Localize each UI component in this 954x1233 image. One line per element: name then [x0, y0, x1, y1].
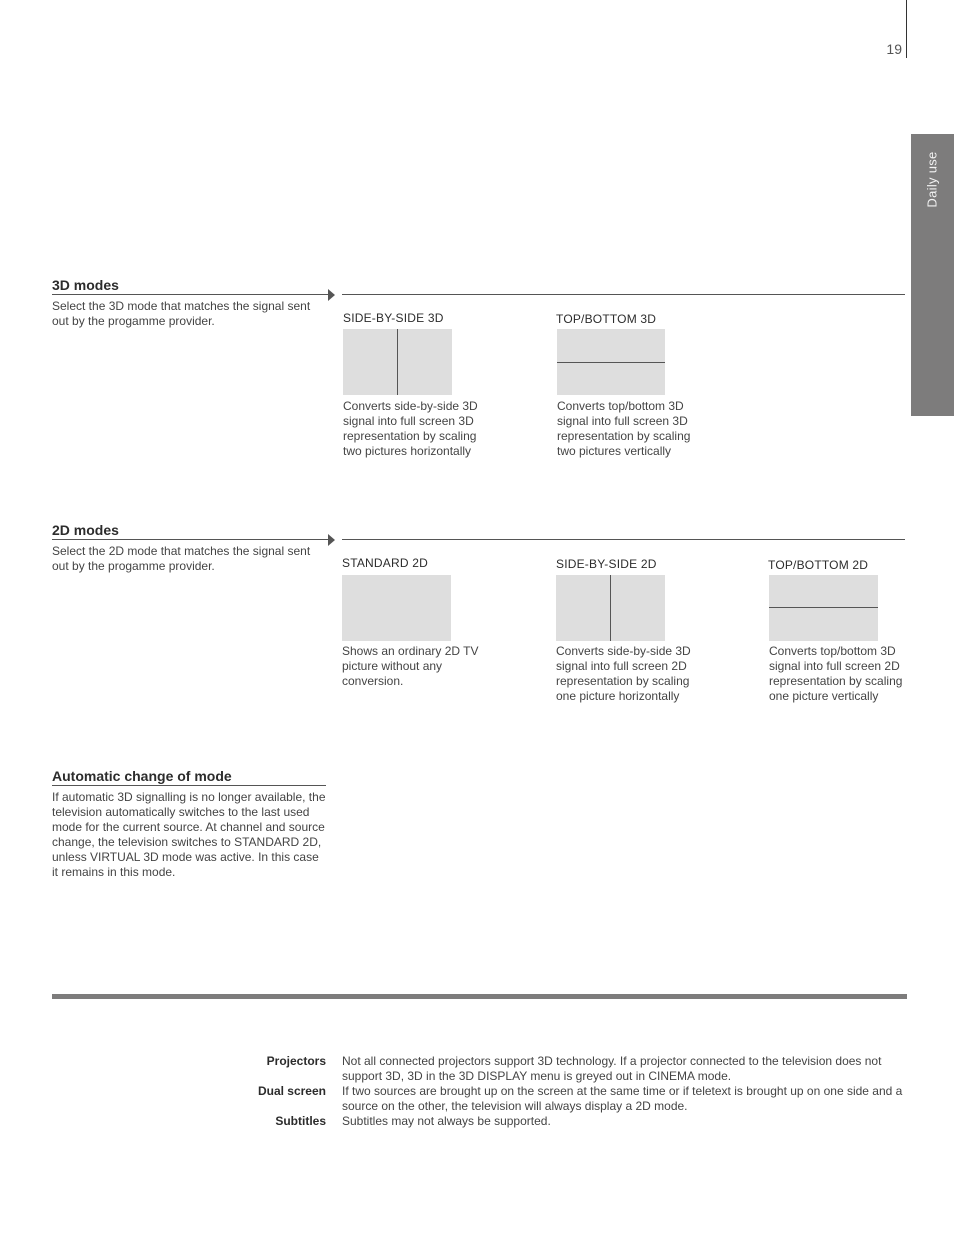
top-bottom-3d-diagram [557, 329, 665, 395]
standard-2d-diagram [342, 575, 451, 641]
section-title-3d-modes: 3D modes [52, 277, 119, 293]
section-description-automatic-change: If automatic 3D signalling is no longer available, the television automatically switches to the last used mode for the current source. At channel and source change, the television switches to STANDARD 2D, unless VIRTUAL 3D mode was active. In this case it remains in this mode. [52, 790, 326, 879]
mode-description-side-by-side-3d: Converts side-by-side 3D signal into full screen 3D representation by scaling two pictures horizontally [343, 399, 478, 458]
note-text-dual-screen: If two sources are brought up on the screen at the same time or if teletext is brought up on one side and a source on the other, the television will always display a 2D mode. [342, 1084, 903, 1113]
section-side-tab-label: Daily use [925, 151, 941, 208]
notes-divider-bar [52, 994, 907, 999]
section-description-2d-modes: Select the 2D mode that matches the signal sent out by the progamme provider. [52, 544, 311, 573]
section-main-rule [342, 294, 905, 295]
mode-description-top-bottom-2d: Converts top/bottom 3D signal into full screen 2D representation by scaling one picture vertically [769, 644, 903, 703]
mode-label-standard-2d: STANDARD 2D [342, 556, 428, 570]
mode-description-top-bottom-3d: Converts top/bottom 3D signal into full screen 3D representation by scaling two pictures vertically [557, 399, 691, 458]
section-left-rule [52, 294, 328, 295]
page-number: 19 [886, 41, 902, 57]
section-title-2d-modes: 2D modes [52, 522, 119, 538]
section-side-tab [911, 134, 954, 416]
section-left-rule [52, 785, 326, 786]
mode-label-side-by-side-2d: SIDE-BY-SIDE 2D [556, 557, 657, 571]
mode-label-top-bottom-2d: TOP/BOTTOM 2D [768, 558, 869, 572]
mode-label-side-by-side-3d: SIDE-BY-SIDE 3D [343, 311, 444, 325]
arrow-right-icon [328, 534, 335, 546]
mode-description-side-by-side-2d: Converts side-by-side 3D signal into full screen 2D representation by scaling one picture horizontally [556, 644, 691, 703]
section-left-rule [52, 539, 328, 540]
section-main-rule [342, 539, 905, 540]
section-title-automatic-change: Automatic change of mode [52, 768, 232, 784]
horizontal-split-line [557, 362, 665, 363]
note-text-projectors: Not all connected projectors support 3D technology. If a projector connected to the television does not support 3D, 3D in the 3D DISPLAY menu is greyed out in CINEMA mode. [342, 1054, 882, 1083]
top-bottom-2d-diagram [769, 575, 878, 641]
side-by-side-3d-diagram [343, 329, 452, 395]
side-by-side-2d-diagram [556, 575, 665, 641]
note-term-dual-screen: Dual screen [257, 1084, 326, 1098]
note-term-projectors: Projectors [266, 1054, 326, 1068]
note-text-subtitles: Subtitles may not always be supported. [342, 1114, 551, 1128]
note-term-subtitles: Subtitles [275, 1114, 326, 1128]
vertical-split-line [397, 329, 398, 395]
horizontal-split-line [769, 607, 878, 608]
page-number-rule [906, 0, 907, 58]
mode-label-top-bottom-3d: TOP/BOTTOM 3D [556, 312, 657, 326]
vertical-split-line [610, 575, 611, 641]
arrow-right-icon [328, 289, 335, 301]
section-description-3d-modes: Select the 3D mode that matches the signal sent out by the progamme provider. [52, 299, 311, 328]
mode-description-standard-2d: Shows an ordinary 2D TV picture without any conversion. [342, 644, 479, 688]
